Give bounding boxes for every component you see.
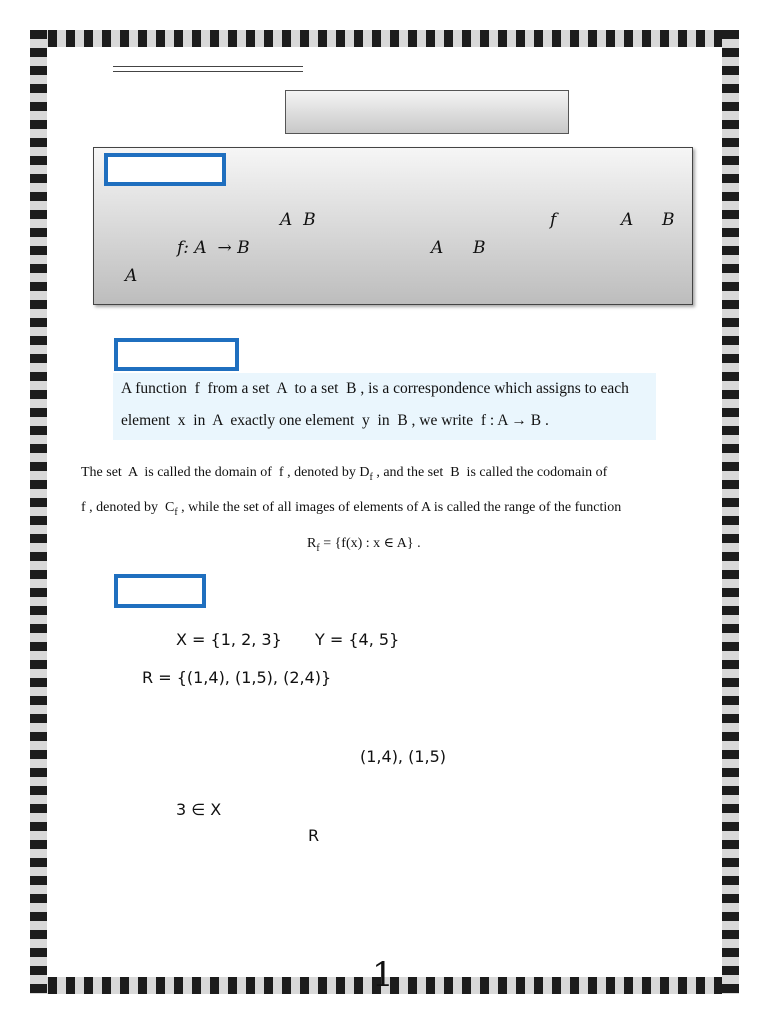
panel-math-map: f: A → B — [177, 238, 250, 258]
paragraph-line-2: f , denoted by $C_f$ , while the set of all images of elements of A is called the range of the function — [81, 500, 622, 518]
example-set-x: X = {1, 2, 3} — [176, 630, 282, 649]
definition-line-2: element x in A exactly one element y in B , we write f : A → B . — [121, 412, 549, 429]
panel-math-f: f — [550, 210, 557, 230]
panel-math-a2: A — [431, 238, 444, 258]
page-number: 1 — [372, 955, 394, 995]
definition-label-box — [114, 338, 239, 371]
panel-math-a: A — [621, 210, 634, 230]
example-relation: R = {(1,4), (1,5), (2,4)} — [142, 668, 332, 687]
panel-math-b2: B — [473, 238, 486, 258]
panel-math-b: B — [662, 210, 675, 230]
example-pairs: (1,4), (1,5) — [360, 747, 447, 766]
page-border-right — [722, 30, 739, 994]
example-r-symbol: R — [308, 826, 320, 845]
example-element: 3 ∈ X — [176, 800, 222, 819]
title-box — [285, 90, 569, 134]
panel-label-box — [104, 153, 226, 186]
panel-math-a3: A — [125, 266, 138, 286]
header-rule — [113, 66, 303, 72]
example-set-y: Y = {4, 5} — [315, 630, 400, 649]
range-formula: $R_f = \{f(x)$ : x ∈ A} . — [307, 536, 421, 554]
example-label-box — [114, 574, 206, 608]
definition-line-1: A function f from a set A to a set B , is a correspondence which assigns to each — [121, 380, 629, 397]
paragraph-line-1: The set A is called the domain of f , denoted by $D_f$ , and the set B is called the codomain of — [81, 465, 608, 483]
panel-math-ab: A B — [280, 210, 316, 230]
page-border-left — [30, 30, 47, 994]
